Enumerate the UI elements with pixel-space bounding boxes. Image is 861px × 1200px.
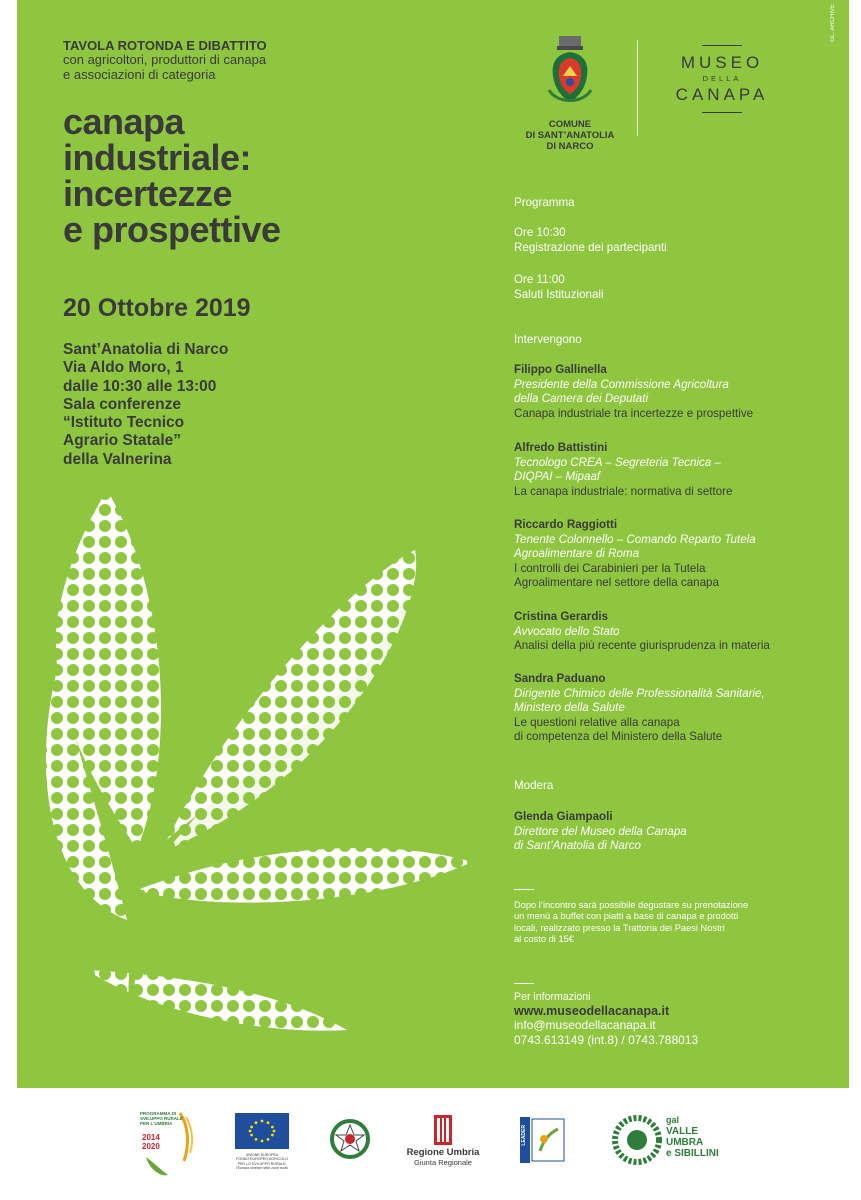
subtitle-line: e associazioni di categoria [63, 66, 216, 82]
gal-line: VALLE [666, 1126, 699, 1137]
speaker-name: Filippo Gallinella [514, 363, 607, 376]
speaker-talk: I controlli dei Carabinieri per la Tutela [514, 561, 706, 575]
speaker-talk: La canapa industriale: normativa di settore [514, 484, 733, 498]
venue-line: Agrario Statale” [63, 432, 182, 450]
eu-line: FONDO EUROPEO AGRICOLO [236, 1157, 288, 1162]
title-line: incertezze [63, 173, 233, 214]
eu-line: UNIONE EUROPEA [245, 1153, 279, 1157]
speaker-name: Cristina Gerardis [514, 610, 609, 623]
header-divider [637, 40, 638, 136]
speaker-entry [514, 610, 770, 654]
title-line: canapa [63, 101, 185, 142]
moderator-heading [514, 779, 553, 794]
speaker-name: Alfredo Battistini [514, 441, 608, 454]
venue-line: Sant’Anatolia di Narco [63, 341, 229, 358]
gal-logo [612, 1115, 732, 1165]
gal-wheel-icon [612, 1115, 662, 1165]
regione-name: Regione Umbria [406, 1147, 480, 1158]
psr-line: PER L'UMBRIA [140, 1121, 173, 1126]
moderator-role: di Sant’Anatolia di Narco [514, 839, 641, 852]
contact-label: Per informazioni [514, 991, 591, 1003]
gal-line: UMBRA [666, 1137, 704, 1148]
speaker-role: Tecnologo CREA – Segreteria Tecnica – [514, 455, 721, 469]
eu-flag-icon [235, 1113, 289, 1149]
note-line: locali, realizzato presso la Trattoria dei Paesi Nostri [514, 922, 725, 933]
speaker-talk: Analisi della più recente giurisprudenza in materia [514, 639, 770, 652]
coat-of-arms-icon [539, 32, 601, 112]
psr-logo [140, 1105, 200, 1180]
buffet-note [514, 900, 814, 945]
municipality-line: DI NARCO [546, 141, 594, 152]
municipality-line: COMUNE [548, 119, 592, 130]
gal-line: gal [666, 1115, 680, 1125]
regione-sub: Giunta Regionale [414, 1158, 472, 1167]
regione-umbria-icon [434, 1115, 452, 1145]
corner-mark: GL. ARCHIVE [830, 4, 836, 42]
schedule-desc: Registrazione dei partecipanti [514, 240, 667, 254]
speaker-role: Dirigente Chimico delle Professionalità Sanitarie, [514, 686, 765, 700]
leaf-bottom [87, 970, 347, 1031]
section-rule [514, 983, 534, 984]
subtitle-line: con agricoltori, produttori di canapa [63, 52, 267, 67]
moderator-entry [514, 810, 687, 854]
municipality-line: DI SANT’ANATOLIA [525, 130, 615, 141]
speaker-role: DIQPAI – Mipaaf [514, 470, 601, 483]
event-subtitle [63, 53, 343, 82]
poster [17, 0, 849, 1088]
eu-logo [235, 1113, 289, 1171]
speaker-role: della Camera dei Deputati [514, 392, 649, 405]
speaker-entry [514, 441, 732, 499]
title-line: industriale: [63, 137, 252, 178]
page-title [63, 101, 281, 250]
regione-umbria-logo [403, 1115, 483, 1167]
contact-website-link[interactable]: www.museodellacanapa.it [514, 1004, 670, 1018]
logo-rule [702, 45, 742, 46]
venue-line: Via Aldo Moro, 1 [63, 359, 184, 377]
speaker-talk: di competenza del Ministero della Salute [514, 730, 723, 743]
contact-phone: 0743.613149 (int.8) / 0743.788013 [514, 1033, 699, 1047]
speaker-entry [514, 363, 753, 421]
museum-logo-line: DELLA [702, 74, 742, 83]
speaker-entry [514, 672, 765, 745]
leaf-center [167, 550, 415, 840]
leader-text: LEADER [521, 1125, 527, 1146]
speaker-name: Riccardo Raggiotti [514, 518, 618, 531]
speakers-heading [514, 333, 582, 348]
eu-line: PER LO SVILUPPO RURALE: [237, 1161, 287, 1166]
note-line: un menù a buffet con piatti a base di canapa e prodotti [514, 911, 739, 922]
speaker-role: Ministero della Salute [514, 701, 625, 714]
italian-republic-emblem [328, 1117, 372, 1165]
venue-line: della Valnerina [63, 450, 172, 468]
speaker-talk: Le questioni relative alla canapa [514, 715, 680, 729]
program-section [514, 196, 575, 211]
leader-logo [520, 1117, 566, 1163]
psr-line: PROGRAMMA DI [140, 1111, 177, 1116]
venue-line: “Istituto Tecnico [63, 414, 185, 432]
leaf-lower-right [137, 848, 472, 903]
speaker-talk: Agroalimentare nel settore della canapa [514, 576, 719, 589]
museum-logo [657, 45, 787, 113]
contact-block [514, 990, 698, 1048]
section-rule [514, 889, 534, 890]
event-date: 20 Ottobre 2019 [63, 294, 251, 322]
contact-email-link[interactable]: info@museodellacanapa.it [514, 1018, 656, 1032]
psr-year: 2020 [142, 1142, 160, 1151]
speaker-entry [514, 518, 756, 591]
psr-year: 2014 [142, 1133, 160, 1142]
speaker-role: Tenente Colonnello – Comando Reparto Tutela [514, 532, 756, 546]
eu-line: l'Europa investe nelle zone rurali [236, 1166, 288, 1171]
venue-line: dalle 10:30 alle 13:00 [63, 377, 217, 395]
municipality-crest [525, 32, 615, 152]
speaker-role: Presidente della Commissione Agricoltura [514, 377, 729, 391]
speaker-role: Avvocato dello Stato [514, 624, 620, 638]
program-heading: Programma [514, 196, 575, 209]
venue-line: Sala conferenze [63, 395, 182, 413]
schedule-item [514, 226, 667, 255]
speakers-heading-text: Intervengono [514, 333, 582, 346]
note-line: Dopo l’incontro sarà possibile degustare su prenotazione [514, 900, 749, 910]
logo-rule [702, 112, 742, 113]
republic-emblem-icon [328, 1117, 372, 1163]
note-line: al costo di 15€ [514, 933, 574, 944]
title-line: e prospettive [63, 209, 281, 250]
municipality-name [525, 119, 615, 152]
gal-line: e SIBILLINI [666, 1148, 719, 1159]
hemp-leaf-illustration [17, 470, 517, 1070]
museum-logo-line: CANAPA [675, 85, 769, 104]
schedule-time: Ore 10:30 [514, 226, 566, 239]
speaker-role: Agroalimentare di Roma [514, 547, 640, 560]
museum-logo-line: MUSEO [680, 53, 764, 72]
moderator-role: Direttore del Museo della Canapa [514, 824, 687, 838]
event-kicker: TAVOLA ROTONDA E DIBATTITO [63, 38, 267, 53]
psr-line: SVILUPPO RURALE [140, 1116, 183, 1121]
schedule-item [514, 273, 604, 302]
moderator-heading-text: Modera [514, 779, 554, 792]
moderator-name: Glenda Giampaoli [514, 810, 613, 823]
sponsor-logos [0, 1095, 861, 1195]
speaker-name: Sandra Paduano [514, 672, 606, 685]
schedule-desc: Saluti Istituzionali [514, 287, 604, 301]
speaker-talk: Canapa industriale tra incertezze e prospettive [514, 406, 754, 420]
event-venue [63, 341, 228, 469]
schedule-time: Ore 11:00 [514, 273, 565, 286]
